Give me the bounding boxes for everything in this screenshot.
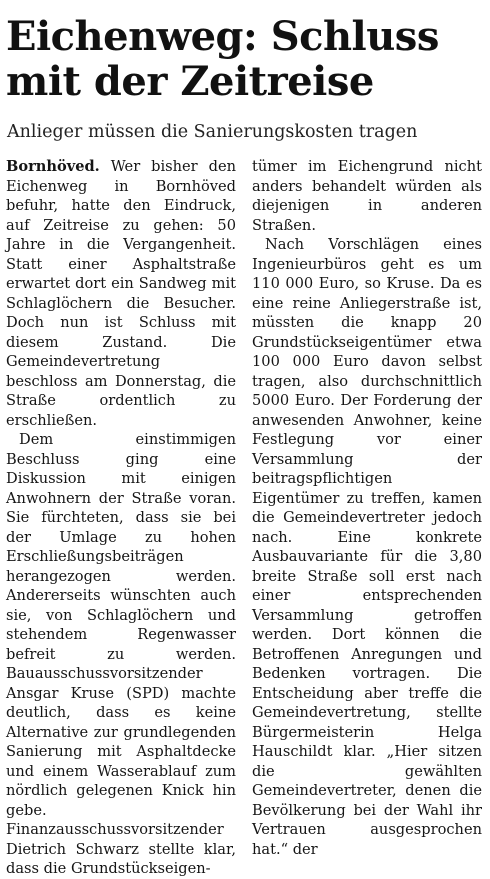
article-paragraph-text: Wer bisher den Eichenweg in Bornhöved befuhr, hatte den Eindruck, auf Zeitreise zu gehen: 50 Jahre in die Vergangenheit. Statt einer Asphaltstraße erwartet dort ein Sandweg mit Schlaglöchern die Besucher. Doch nun ist Schluss mit diesem Zustand. Die Gemeindevertretung beschloss am Donnerstag, die Straße ordentlich zu erschließen. — [6, 158, 237, 429]
article-paragraph: tümer im Eichengrund nicht anders behandelt würden als diejenigen in anderen Straßen. — [252, 158, 482, 234]
article-paragraph: Dem einstimmigen Beschluss ging eine Diskussion mit einigen Anwohnern der Straße voran. Sie fürchteten, dass sie bei der Umlage zu hohen Erschließungsbeiträgen herangezogen werden. Andererseits wünschten auch sie, von Schlaglöchern und stehendem Regenwasser befreit zu werden. Bauausschussvorsitzender Ansgar Kruse (SPD) machte deutlich, dass es keine Alternative zur grundlegenden Sanierung mit Asphaltdecke und einem Wasserablauf zum nördlich gelegenen Knick hin gebe. Finanzausschussvorsitzender Dietrich Schwarz stellte klar, dass die Grundstückseigen- — [6, 431, 236, 877]
article-column-right — [252, 157, 482, 859]
article-paragraph — [6, 157, 236, 430]
article-column-left — [6, 157, 236, 879]
article-subheadline: Anlieger müssen die Sanierungskosten tragen — [7, 122, 418, 142]
article-dateline: Bornhöved. — [6, 158, 100, 175]
article-paragraph: Nach Vorschlägen eines Ingenieurbüros geht es um 110 000 Euro, so Kruse. Da es eine reine Anliegerstraße ist, müssten die knapp 20 Grundstückseigentümer etwa 100 000 Euro davon selbst tragen, also durchschnittlich 5000 Euro. Der Forderung der anwesenden Anwohner, keine Festlegung vor einer Versammlung der beitragspflichtigen Eigentümer zu treffen, kamen die Gemeindevertreter jedoch nach. Eine konkrete Ausbauvariante für die 3,80 breite Straße soll erst nach einer entsprechenden Versammlung getroffen werden. Dort können die Betroffenen Anregungen und Bedenken vortragen. Die Entscheidung aber treffe die Gemeindevertretung, stellte Bürgermeisterin Helga Hauschildt klar. „Hier sitzen die gewählten Gemeindevertreter, denen die Bevölkerung bei der Wahl ihr Vertrauen ausgesprochen hat.“ der — [252, 236, 482, 858]
article-headline: Eichenweg: Schluss mit der Zeitreise — [6, 13, 439, 105]
